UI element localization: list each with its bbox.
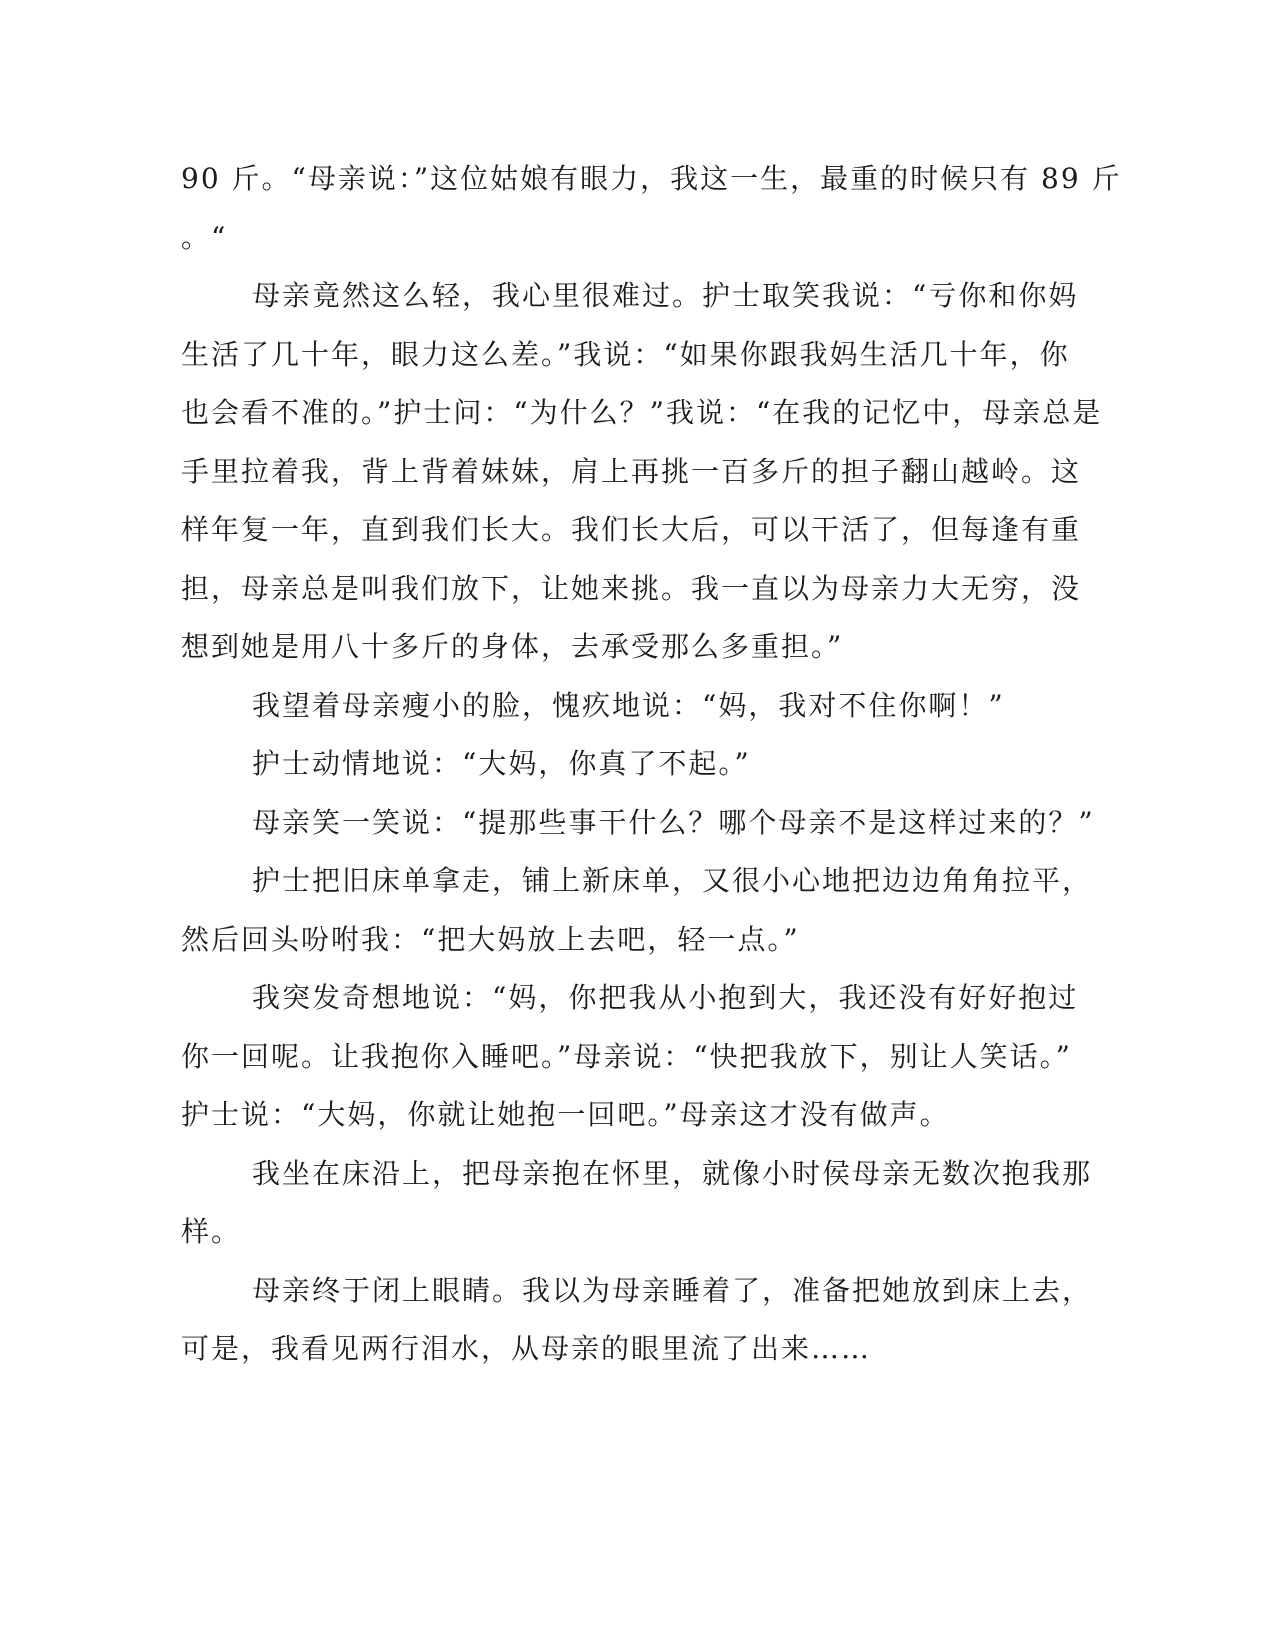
text-line: 手里拉着我，背上背着妹妹，肩上再挑一百多斤的担子翻山越岭。这 (181, 454, 1082, 488)
text-line: 。“ (181, 220, 228, 254)
text-line: 样。 (181, 1215, 242, 1248)
text-line: 担，母亲总是叫我们放下，让她来挑。我一直以为母亲力大无穷，没 (181, 571, 1082, 605)
text-line: 生活了几十年，眼力这么差。”我说：“如果你跟我妈生活几十年，你 (181, 337, 1070, 371)
text-line: 样年复一年，直到我们长大。我们长大后，可以干活了，但每逢有重 (181, 513, 1082, 546)
text-line: 护士说：“大妈，你就让她抱一回吧。”母亲这才没有做声。 (181, 1098, 950, 1131)
paragraph-start-line: 我坐在床沿上，把母亲抱在怀里，就像小时侯母亲无数次抱我那 (252, 1156, 1093, 1190)
text-line: 想到她是用八十多斤的身体，去承受那么多重担。” (181, 630, 844, 663)
paragraph-start-line: 母亲竟然这么轻，我心里很难过。护士取笑我说：“亏你和你妈 (252, 279, 1079, 312)
paragraph-start-line: 护士动情地说：“大妈，你真了不起。” (252, 747, 751, 780)
paragraph-start-line: 母亲终于闭上眼睛。我以为母亲睡着了，准备把她放到床上去， (252, 1273, 1093, 1307)
paragraph-start-line: 我突发奇想地说：“妈，你把我从小抱到大，我还没有好好抱过 (252, 981, 1079, 1014)
paragraph-start-line: 护士把旧床单拿走，铺上新床单，又很小心地把边边角角拉平， (252, 864, 1093, 897)
text-line: 然后回头吩咐我：“把大妈放上去吧，轻一点。” (181, 922, 800, 956)
text-line: 你一回呢。让我抱你入睡吧。”母亲说：“快把我放下，别让人笑话。” (181, 1039, 1072, 1073)
paragraph-start-line: 我望着母亲瘦小的脸，愧疚地说：“妈，我对不住你啊！” (252, 688, 1005, 722)
text-line: 也会看不准的。”护士问：“为什么？”我说：“在我的记忆中，母亲总是 (181, 396, 1103, 429)
paragraph-start-line: 母亲笑一笑说：“提那些事干什么？哪个母亲不是这样过来的？” (252, 805, 1095, 839)
text-line: 可是，我看见两行泪水，从母亲的眼里流了出来…… (181, 1332, 872, 1365)
text-line: 90 斤。“母亲说：”这位姑娘有眼力，我这一生，最重的时候只有 89 斤 (181, 162, 1122, 195)
document-page (181, 150, 1122, 1379)
